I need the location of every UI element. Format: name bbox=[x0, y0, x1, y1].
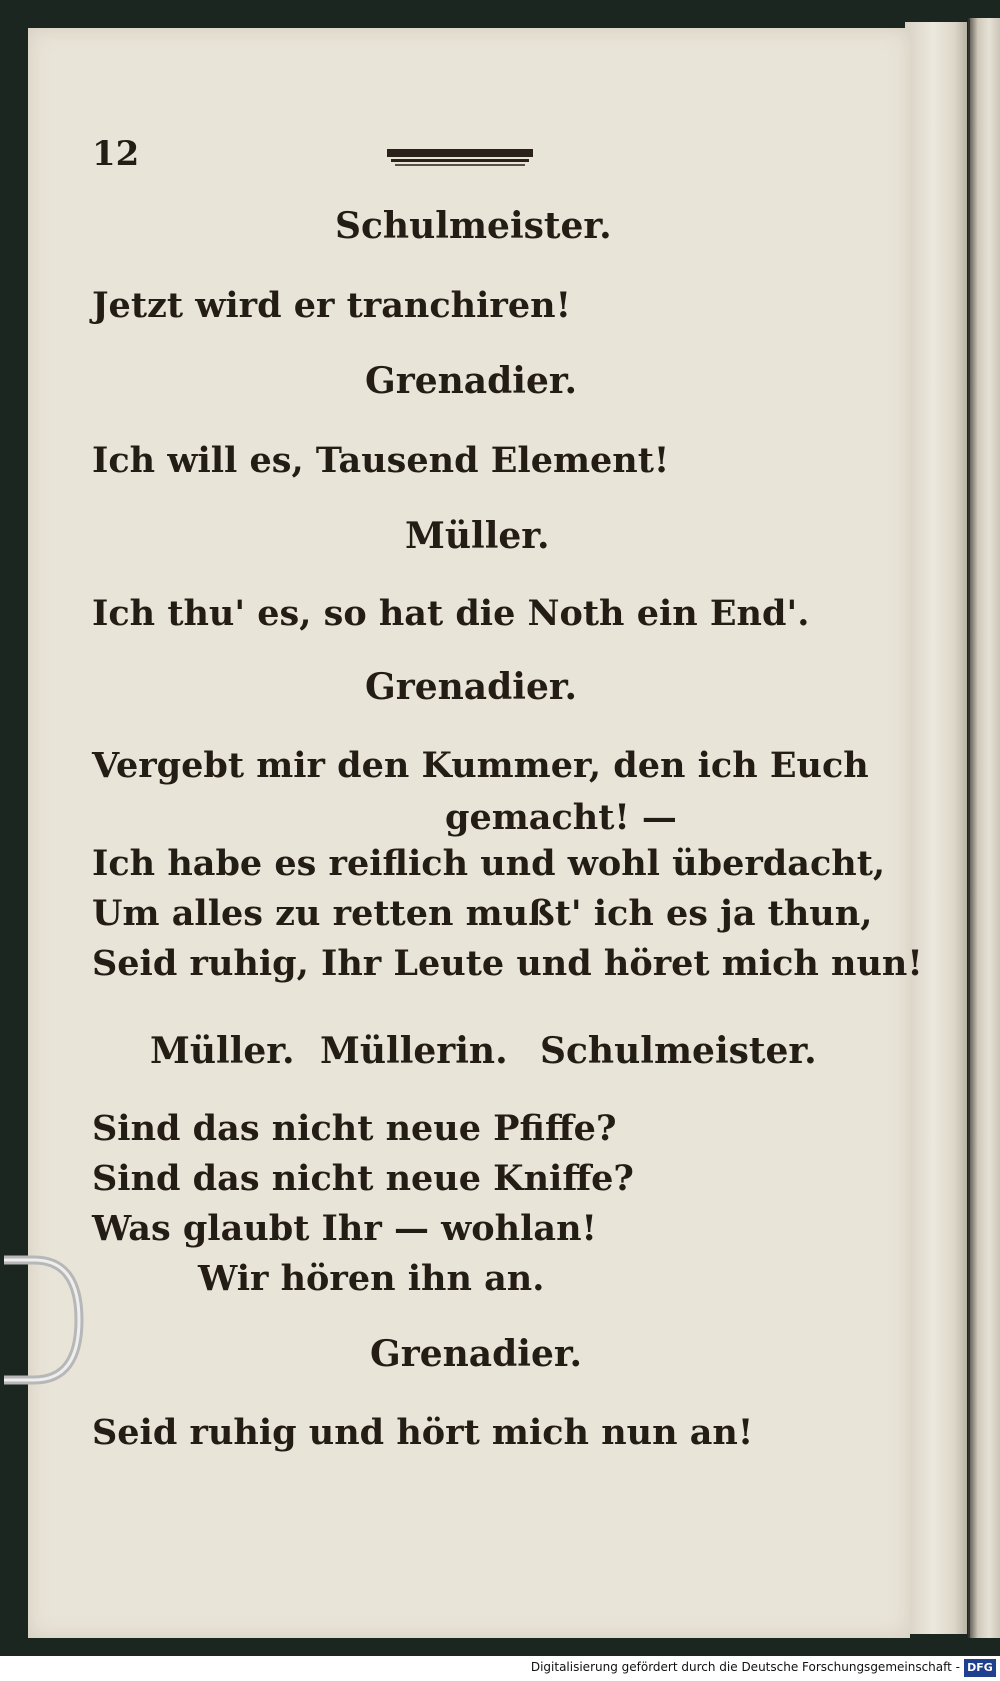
footer-bar bbox=[0, 1656, 1000, 1681]
dialogue-line: Seid ruhig und hört mich nun an! bbox=[92, 1412, 754, 1453]
speaker-heading: Grenadier. bbox=[365, 666, 578, 708]
dialogue-line: Was glaubt Ihr — wohlan! bbox=[92, 1208, 597, 1249]
footer-credit: Digitalisierung gefördert durch die Deutsche Forschungsgemeinschaft - bbox=[530, 1660, 960, 1674]
dfg-logo-icon: DFG bbox=[964, 1659, 996, 1677]
page-stack-edge bbox=[905, 22, 967, 1634]
dialogue-line: Sind das nicht neue Pfiffe? bbox=[92, 1108, 617, 1149]
dialogue-line: Ich habe es reiflich und wohl überdacht, bbox=[92, 843, 886, 884]
dialogue-line: Jetzt wird er tranchiren! bbox=[92, 285, 571, 326]
dialogue-line: Vergebt mir den Kummer, den ich Euch bbox=[92, 745, 869, 786]
speaker-heading: Müller. bbox=[405, 515, 550, 557]
speaker-heading: Schulmeister. bbox=[540, 1030, 817, 1072]
dialogue-line: Ich thu' es, so hat die Noth ein End'. bbox=[92, 593, 810, 634]
header-ornament bbox=[385, 145, 535, 167]
dialogue-line: Sind das nicht neue Kniffe? bbox=[92, 1158, 634, 1199]
speaker-heading: Grenadier. bbox=[365, 360, 578, 402]
speaker-heading: Grenadier. bbox=[370, 1333, 583, 1375]
dialogue-line: gemacht! — bbox=[445, 797, 677, 838]
dialogue-line: Um alles zu retten mußt' ich es ja thun, bbox=[92, 893, 873, 934]
adjacent-page-edge bbox=[968, 18, 1000, 1638]
dialogue-line: Ich will es, Tausend Element! bbox=[92, 440, 670, 481]
dialogue-line: Seid ruhig, Ihr Leute und höret mich nun! bbox=[92, 943, 923, 984]
speaker-heading: Schulmeister. bbox=[335, 205, 612, 247]
dialogue-line: Wir hören ihn an. bbox=[198, 1258, 545, 1299]
page-number: 12 bbox=[92, 134, 140, 174]
page-clip-icon bbox=[0, 1250, 84, 1390]
speaker-heading: Müllerin. bbox=[320, 1030, 508, 1072]
speaker-heading: Müller. bbox=[150, 1030, 295, 1072]
